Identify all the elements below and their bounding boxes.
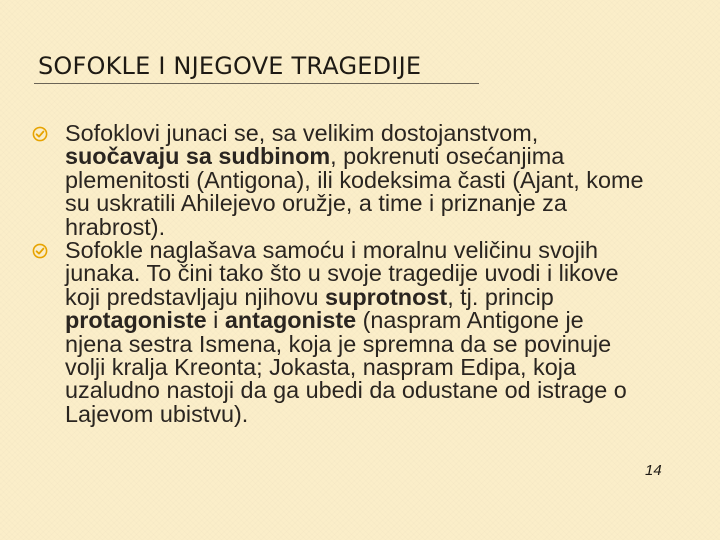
bold-phrase: suprotnost <box>325 283 448 310</box>
bold-phrase: protagoniste <box>65 307 207 334</box>
bullet-text: Sofoklovi junaci se, sa velikim dostojanstvom, <box>65 120 539 146</box>
bold-phrase: suočavaju sa sudbinom <box>65 143 331 170</box>
bullet-text: i <box>206 307 225 334</box>
title-underline <box>34 83 479 84</box>
bold-phrase: antagoniste <box>224 307 357 334</box>
slide-title: SOFOKLE I NJEGOVE TRAGEDIJE <box>38 52 422 80</box>
bullet-text: , pokrenuti osećanjima plemenitosti (Antigona), ili kodeksima časti (Ajant, kome su uskratili Ahilejevo oružje, a time i priznanje za hrabrost). <box>65 143 644 240</box>
checkmark-circle-icon <box>32 126 48 142</box>
bullet-list <box>32 122 644 426</box>
bullet-text: Sofokle naglašava samoću i moralnu veličinu svojih junaka. To čini tako što u svoje tragedije uvodi i likove koji predstavljaju njihovu <box>65 237 619 310</box>
checkmark-circle-icon <box>32 243 48 259</box>
bullet-item-1 <box>32 122 644 239</box>
page-number: 14 <box>645 462 662 479</box>
bullet-text: (naspram Antigone je njena sestra Ismena, koja je spremna da se povinuje volji kralja Kreonta; Jokasta, naspram Edipa, koja uzaludno nastoji da ga ubedi da odustane od istrage o Lajevom ubistvu). <box>65 307 627 427</box>
bullet-item-2 <box>32 239 644 426</box>
bullet-text: , tj. princip <box>447 283 554 310</box>
